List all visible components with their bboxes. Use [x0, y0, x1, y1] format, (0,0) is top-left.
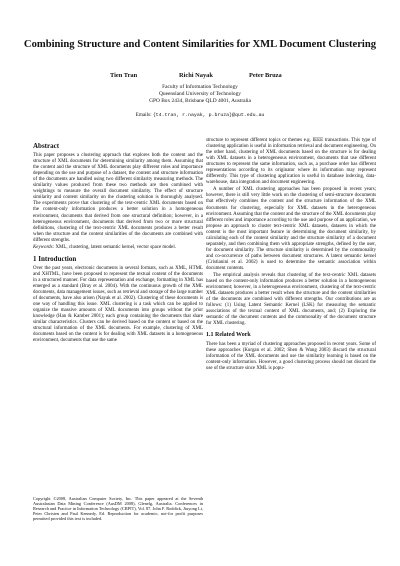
- section-heading-introduction: 1 Introduction: [33, 254, 77, 263]
- abstract-text: This paper proposes a clustering approach that explores both the content and the structure of XML documents for determining similarity among them. Assuming that the content and the structure of XML documents play different roles and importance depending on the use and purpose of a dataset, the content and structure information of the documents are handled using two different similarity measuring methods. The similarity values produced from these two methods are then combined with weightings to measure the overall document similarity. The effect of structure similarity and content similarity on the clustering solution is thoroughly analysed. The experiments prove that clustering of the text-centric XML documents based on the content-only information produces a better solution in a homogeneous environment, documents that derived from one structural definition; however, in a heterogeneous environment, documents that derived from two or more structural definitions, clustering of the text-centric XML documents produces a better result when the structure and the content similarities of the documents are combined with different strengths.: [33, 153, 203, 243]
- keywords-label: Keywords:: [33, 244, 55, 250]
- affiliation-line: Faculty of Information Technology: [162, 84, 238, 90]
- email-address[interactable]: {t4.tran, r.nayak, p.bruza}@qut.edu.au: [152, 113, 265, 118]
- introduction-text: Over the past years, electronic documents in several formats, such as XML, HTML and XHTML, have been proposed to represent the textual content of the documents in a structured manner. For data representation and exchange, formatting in XML has emerged as a standard (Bray et al. 2004). With the continuous growth of the XML documents, data management issues, such as retrieval and storage of the large number of documents, have also arisen (Nayak et al. 2002). Clustering of these documents is one way of handling this issue. XML clustering is a task which can be applied to organize the massive amounts of XML documents into groups without the prior knowledge (Han & Kamber 2001); each group containing the documents that share similar characteristics. Clusters can be derived based on the content or based on the structural information of the XML documents. For example, clustering of XML documents based on the content is for dealing with XML datasets in a homogeneous environment, documents that use the same: [33, 265, 203, 344]
- section-heading-related-work: 1.1 Related Work: [206, 332, 251, 339]
- author-name: Richi Nayak: [179, 72, 213, 79]
- affiliation-line: GPO Box 2434, Brisbane QLD 4001, Australia: [149, 98, 251, 104]
- body-paragraph: The empirical analysis reveals that clustering of the text-centric XML datasets based on the content-only information produces a better solution in a homogeneous environment; however, in a heterogeneous environment, clustering of the text-centric XML datasets produces a better result when the structure and the content similarities of the documents are combined with different strengths. Our contributions are as follows: (1) Using Latent Semantic Kernel (LSK) for measuring the semantic associations of the textual content of XML documents, and; (2) Exploring the semantic of the document contents and the commonality of the document structure for XML clustering.: [206, 273, 376, 327]
- body-paragraph: A number of XML clustering approaches has been proposed in recent years; however, there is still very little work on the clustering of semi-structure documents that effectively combines the content and the structure information of the XML documents for clustering, especially for XML datasets in the heterogeneous environment. Assuming that the content and the structure of the XML documents play different roles and importance according to the use and purpose of an application, we propose an approach to cluster text-centric XML datasets, datasets in which the content is the most important feature in determining the document similarity, by calculating each of the content similarity and the structure similarity of a document separately, and then combining them with appropriate strengths, defined by the user, for document similarity. The structure similarity is determined by the commonality and co-occurrence of paths between document structures. A latent semantic kernel (Cristianini et al. 2002) is used to determine the semantic association within document contents.: [206, 187, 376, 271]
- keywords-text: XML, clustering, latent semantic kernel, vector space model.: [55, 244, 176, 250]
- left-column: [33, 138, 203, 345]
- related-work-text: There has been a myriad of clustering approaches proposed in recent years. Some of these approaches (Kurgan et al. 2002; Shen & Wang 2003) discard the structural information of the XML documents and use the similarity learning is based on the content-only information. However, a good clustering process should not discard the use of the structure since XML is popu-: [206, 341, 376, 371]
- body-paragraph: structure to represent different topics or themes e.g. IEEE transactions. This type of clustering application is useful in information retrieval and document engineering. On the other hand, clustering of XML documents based on the structure is for dealing with XML datasets in a heterogeneous environment, documents that use different structures to represent the same information, such as, a purchase order has different representations according to its originator where its information may represent differently. This type of clustering application is useful in database indexing, data-warehouse, data integration and document engineering.: [206, 138, 376, 186]
- author-name: Peter Bruza: [249, 72, 282, 79]
- right-column: [206, 138, 376, 373]
- affiliation: [0, 84, 400, 105]
- copyright-footnote: Copyright ©2008, Australian Computer Society, Inc. This paper appeared at the Seventh Australasian Data Mining Conference (AusDM 2008), Glenelg, Australia. Conferences in Research and Practice in Information Technology (CRPIT), Vol. 87. John F. Roddick, Jiuyong Li, Peter Christen and Paul Kennedy, Ed. Reproduction for academic, not-for profit purposes permitted provided this text is included.: [33, 496, 203, 522]
- email-label: Emails:: [135, 112, 152, 118]
- keywords: [33, 245, 203, 251]
- email-line: [0, 112, 400, 118]
- author-name: Tien Tran: [110, 72, 138, 79]
- affiliation-line: Queensland University of Technology: [158, 91, 241, 97]
- abstract-heading: Abstract: [33, 142, 60, 150]
- paper-title: Combining Structure and Content Similarities for XML Document Clustering: [23, 39, 377, 50]
